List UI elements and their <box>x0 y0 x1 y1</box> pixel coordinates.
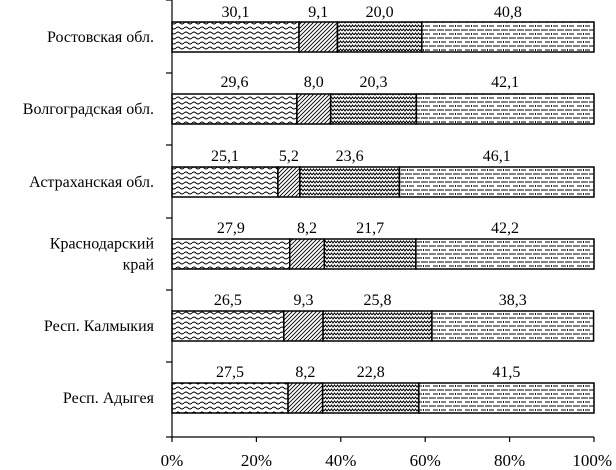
bar-segment <box>416 239 594 269</box>
segment-value-label: 25,1 <box>210 148 239 165</box>
bar-segment <box>297 94 331 124</box>
segment-value-label: 25,8 <box>363 292 392 309</box>
segment-value-label: 8,2 <box>297 220 318 237</box>
bar-segment <box>399 167 594 197</box>
segment-value-label: 21,7 <box>356 220 385 237</box>
segment-value-label: 9,3 <box>293 292 314 309</box>
bar-segment <box>300 167 400 197</box>
segment-value-label: 23,6 <box>335 148 364 165</box>
segment-value-label: 20,3 <box>359 74 388 91</box>
category-label: Астраханская обл. <box>29 174 154 191</box>
category-label: край <box>122 256 154 274</box>
category-label: Волгоградская обл. <box>22 101 154 118</box>
bar-segment <box>172 167 278 197</box>
segment-value-label: 38,3 <box>498 292 527 309</box>
bar-segment <box>323 383 419 413</box>
bar-segment <box>172 22 299 52</box>
segment-value-label: 40,8 <box>493 4 522 21</box>
segment-value-label: 8,2 <box>295 364 316 381</box>
x-tick-label: 100% <box>572 451 612 470</box>
bar-segment <box>419 383 594 413</box>
bar-segment <box>337 22 421 52</box>
bar-segment <box>278 167 300 197</box>
bar-segment <box>284 311 323 341</box>
bar-segment <box>172 311 284 341</box>
bar-segment <box>331 94 417 124</box>
segment-value-label: 27,5 <box>216 364 245 381</box>
category-labels <box>23 29 155 407</box>
segment-value-label: 27,9 <box>216 220 245 237</box>
x-tick-label: 60% <box>409 451 441 470</box>
segment-value-label: 41,5 <box>492 364 521 381</box>
segment-value-label: 20,0 <box>365 4 394 21</box>
bar-segment <box>299 22 337 52</box>
x-tick-label: 20% <box>240 451 272 470</box>
segment-value-label: 5,2 <box>278 148 299 165</box>
bar-segment <box>172 383 288 413</box>
category-label: Ростовская обл. <box>46 29 154 46</box>
bar-segment <box>172 94 297 124</box>
segment-value-label: 26,5 <box>213 292 242 309</box>
category-label: Респ. Адыгея <box>62 390 154 407</box>
segment-value-label: 29,6 <box>220 74 249 91</box>
segment-value-label: 30,1 <box>221 4 250 21</box>
bar-segment <box>432 311 594 341</box>
bar-segment <box>416 94 594 124</box>
segment-value-label: 8,0 <box>303 74 324 91</box>
segment-value-label: 42,2 <box>490 220 519 237</box>
segment-value-label: 22,8 <box>356 364 385 381</box>
segment-value-label: 46,1 <box>482 148 511 165</box>
bar-segment <box>323 311 432 341</box>
bar-segment <box>324 239 416 269</box>
category-label: Респ. Калмыкия <box>43 318 154 335</box>
bar-segment <box>422 22 594 52</box>
bar-segment <box>290 239 325 269</box>
segment-value-label: 9,1 <box>308 4 329 21</box>
x-tick-label: 80% <box>494 451 526 470</box>
bar-segment <box>288 383 323 413</box>
category-label: Краснодарский <box>49 235 154 253</box>
x-tick-label: 40% <box>325 451 357 470</box>
x-tick-label: 0% <box>160 451 184 470</box>
bar-segment <box>172 239 290 269</box>
segment-value-label: 42,1 <box>491 74 520 91</box>
